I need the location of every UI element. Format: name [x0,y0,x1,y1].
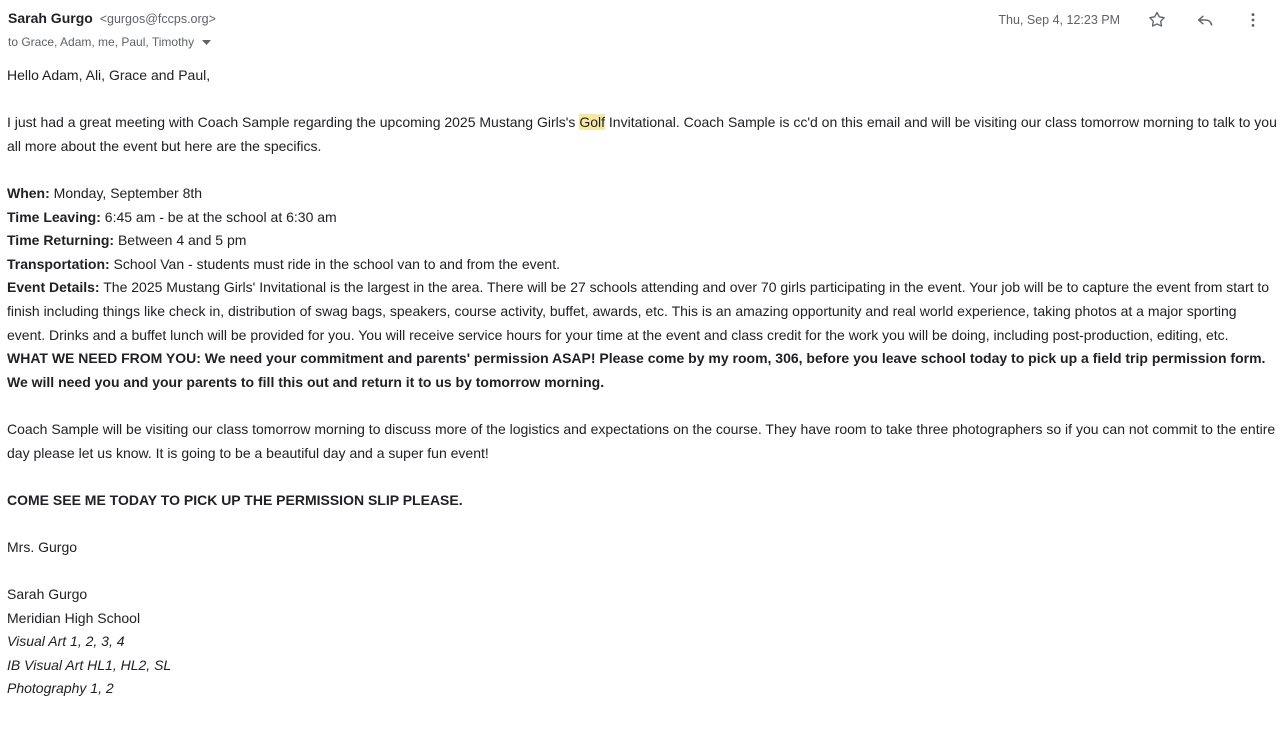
detail-line-time-leaving [7,206,1278,230]
more-vertical-icon [1243,10,1263,30]
star-icon [1147,10,1167,30]
detail-value: The 2025 Mustang Girls' Invitational is the largest in the area. There will be 27 schools attending and over 70 girls participating in the event. Your job will be to capture the event from start to finish including things like check in, distribution of swag bags, speakers, course activity, buffet, awards, etc. This is an amazing opportunity and real world experience, taking photos at a major sporting event. Drinks and a buffet lunch will be provided for you. You will receive service hours for your time at the event and class credit for the work you will be doing, including post-production, editing, etc. [7,279,1270,343]
detail-label: When: [7,184,50,201]
header-actions [998,9,1266,31]
detail-label: Transportation: [7,255,110,272]
reply-button[interactable] [1194,9,1216,31]
email-header [0,0,1280,50]
intro-paragraph [7,111,1278,158]
signature-course: IB Visual Art HL1, HL2, SL [7,656,172,673]
sender-line [8,8,216,29]
recipients-row[interactable] [8,34,211,50]
signature-school: Meridian High School [7,609,141,626]
detail-value: 6:45 am - be at the school at 6:30 am [100,208,337,225]
detail-line-when [7,182,1278,206]
email-date: Thu, Sep 4, 12:23 PM [998,13,1120,27]
signature-course: Photography 1, 2 [7,680,114,697]
more-button[interactable] [1242,9,1264,31]
search-highlight: Golf [579,114,606,131]
caret-down-icon[interactable] [202,40,211,45]
detail-line-event-details [7,276,1278,347]
detail-label: Event Details: [7,279,100,296]
sender-email: <gurgos@fccps.org> [99,12,216,26]
sender-block [8,8,216,50]
email-body [0,64,1280,701]
intro-text-after: Invitational. Coach Sample is cc'd on this email and will be visiting our class tomorrow morning to talk to you all more about the event but here are the specifics. [7,114,1277,154]
signature-block [7,583,1278,701]
call-to-action: COME SEE ME TODAY TO PICK UP THE PERMISSION SLIP PLEASE. [7,491,463,508]
urgent-paragraph: WHAT WE NEED FROM YOU: We need your commitment and parents' permission ASAP! Please come by my room, 306, before you leave school today to pick up a field trip permission form. We will need you and your parents to fill this out and return it to us by tomorrow morning. [7,350,1266,390]
detail-value: Monday, September 8th [49,184,203,201]
sign-off: Mrs. Gurgo [7,538,78,555]
detail-line-time-returning [7,229,1278,253]
detail-label: Time Returning: [7,232,115,249]
star-button[interactable] [1146,9,1168,31]
closing-paragraph: Coach Sample will be visiting our class tomorrow morning to discuss more of the logistics and expectations on the course. They have room to take three photographers so if you can not commit to the entire day please let us know. It is going to be a beautiful day and a super fun event! [7,420,1276,461]
signature-course: Visual Art 1, 2, 3, 4 [7,633,125,650]
detail-value: Between 4 and 5 pm [114,232,247,249]
greeting: Hello Adam, Ali, Grace and Paul, [7,67,211,83]
detail-line-transportation [7,253,1278,277]
event-details-block [7,182,1278,394]
detail-label: Time Leaving: [7,208,101,225]
sender-name: Sarah Gurgo [8,10,93,26]
recipients-text: to Grace, Adam, me, Paul, Timothy [8,35,195,49]
reply-icon [1195,10,1215,30]
detail-value: School Van - students must ride in the school van to and from the event. [109,255,560,272]
intro-text-before: I just had a great meeting with Coach Sample regarding the upcoming 2025 Mustang Girls's [7,114,580,131]
signature-name: Sarah Gurgo [7,586,88,603]
